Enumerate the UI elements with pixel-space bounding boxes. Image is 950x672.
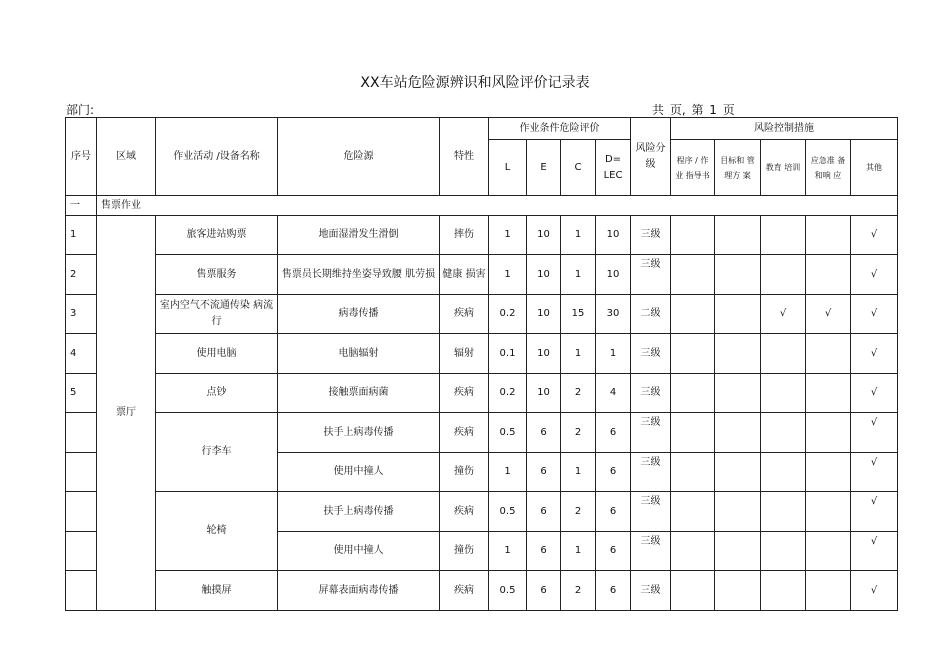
procedure-cell xyxy=(671,295,715,334)
emergency-cell xyxy=(806,255,851,295)
training-cell xyxy=(761,532,806,571)
procedure-cell xyxy=(671,334,715,374)
row-number: 3 xyxy=(66,295,97,334)
header-procedure: 程序 / 作业 指导书 xyxy=(671,140,715,196)
row-number: 2 xyxy=(66,255,97,295)
hazard-cell: 病毒传播 xyxy=(278,295,440,334)
activity-cell: 轮椅 xyxy=(156,492,278,571)
procedure-cell xyxy=(671,374,715,413)
hazard-cell: 扶手上病毒传播 xyxy=(278,413,440,453)
hazard-cell: 售票员长期维持坐姿导致腰 肌劳损 xyxy=(278,255,440,295)
procedure-cell xyxy=(671,571,715,611)
activity-cell: 使用电脑 xyxy=(156,334,278,374)
header-c: C xyxy=(561,140,596,196)
table-row xyxy=(66,255,898,295)
other-cell: √ xyxy=(851,492,898,532)
emergency-cell xyxy=(806,492,851,532)
emergency-cell xyxy=(806,216,851,255)
row-number xyxy=(66,492,97,532)
section-name: 售票作业 xyxy=(97,196,898,216)
d-value: 30 xyxy=(596,295,631,334)
procedure-cell xyxy=(671,532,715,571)
table-row xyxy=(66,374,898,413)
feature-cell: 疾病 xyxy=(440,571,489,611)
training-cell xyxy=(761,216,806,255)
d-value: 6 xyxy=(596,532,631,571)
feature-cell: 疾病 xyxy=(440,374,489,413)
training-cell xyxy=(761,492,806,532)
risk-level-cell: 三级 xyxy=(631,453,671,492)
c-value: 15 xyxy=(561,295,596,334)
target-cell xyxy=(715,334,761,374)
other-cell: √ xyxy=(851,453,898,492)
c-value: 1 xyxy=(561,216,596,255)
emergency-cell xyxy=(806,453,851,492)
emergency-cell xyxy=(806,374,851,413)
procedure-cell xyxy=(671,216,715,255)
emergency-cell xyxy=(806,334,851,374)
emergency-cell xyxy=(806,571,851,611)
header-seq: 序号 xyxy=(66,118,97,196)
page-title: XX车站危险源辨识和风险评价记录表 xyxy=(360,75,590,91)
d-value: 6 xyxy=(596,571,631,611)
c-value: 2 xyxy=(561,492,596,532)
e-value: 6 xyxy=(527,571,561,611)
target-cell xyxy=(715,571,761,611)
l-value: 0.5 xyxy=(489,571,527,611)
d-value: 10 xyxy=(596,216,631,255)
section-number: 一 xyxy=(66,196,97,216)
target-cell xyxy=(715,255,761,295)
other-cell: √ xyxy=(851,571,898,611)
feature-cell: 疾病 xyxy=(440,492,489,532)
row-number: 4 xyxy=(66,334,97,374)
l-value: 1 xyxy=(489,216,527,255)
feature-cell: 疾病 xyxy=(440,295,489,334)
feature-cell: 疾病 xyxy=(440,413,489,453)
header-d: D= LEC xyxy=(596,140,631,196)
activity-cell: 触摸屏 xyxy=(156,571,278,611)
page-counter: 共 页, 第 1 页 xyxy=(652,103,735,117)
activity-cell: 旅客进站购票 xyxy=(156,216,278,255)
header-training: 教育 培训 xyxy=(761,140,806,196)
d-value: 6 xyxy=(596,453,631,492)
l-value: 0.1 xyxy=(489,334,527,374)
table-row xyxy=(66,295,898,334)
activity-cell: 售票服务 xyxy=(156,255,278,295)
other-cell: √ xyxy=(851,255,898,295)
row-number xyxy=(66,571,97,611)
l-value: 0.5 xyxy=(489,492,527,532)
target-cell xyxy=(715,295,761,334)
activity-cell: 点钞 xyxy=(156,374,278,413)
header-activity: 作业活动 /设备名称 xyxy=(156,118,278,196)
c-value: 2 xyxy=(561,413,596,453)
training-cell xyxy=(761,571,806,611)
risk-level-cell: 三级 xyxy=(631,334,671,374)
emergency-cell xyxy=(806,532,851,571)
c-value: 1 xyxy=(561,255,596,295)
table-row xyxy=(66,413,898,453)
header-feature: 特性 xyxy=(440,118,489,196)
feature-cell: 健康 损害 xyxy=(440,255,489,295)
header-control: 风险控制措施 xyxy=(671,118,898,140)
c-value: 1 xyxy=(561,532,596,571)
e-value: 10 xyxy=(527,216,561,255)
row-number xyxy=(66,453,97,492)
other-cell: √ xyxy=(851,334,898,374)
risk-level-cell: 三级 xyxy=(631,255,671,295)
procedure-cell xyxy=(671,413,715,453)
l-value: 1 xyxy=(489,453,527,492)
l-value: 0.2 xyxy=(489,295,527,334)
header-l: L xyxy=(489,140,527,196)
c-value: 2 xyxy=(561,374,596,413)
d-value: 4 xyxy=(596,374,631,413)
e-value: 10 xyxy=(527,295,561,334)
target-cell xyxy=(715,532,761,571)
header-condition-eval: 作业条件危险评价 xyxy=(489,118,631,140)
header-emergency: 应急准 备和响 应 xyxy=(806,140,851,196)
hazard-cell: 电脑辐射 xyxy=(278,334,440,374)
header-area: 区域 xyxy=(97,118,156,196)
procedure-cell xyxy=(671,255,715,295)
l-value: 0.2 xyxy=(489,374,527,413)
header-target: 目标和 管理方 案 xyxy=(715,140,761,196)
header-other: 其他 xyxy=(851,140,898,196)
row-number xyxy=(66,532,97,571)
feature-cell: 辐射 xyxy=(440,334,489,374)
hazard-cell: 屏幕表面病毒传播 xyxy=(278,571,440,611)
hazard-cell: 地面湿滑发生滑倒 xyxy=(278,216,440,255)
hazard-cell: 扶手上病毒传播 xyxy=(278,492,440,532)
training-cell: √ xyxy=(761,295,806,334)
header-risk-level: 风险分级 xyxy=(631,118,671,196)
emergency-cell xyxy=(806,413,851,453)
risk-assessment-table xyxy=(65,117,898,611)
emergency-cell: √ xyxy=(806,295,851,334)
table-row xyxy=(66,571,898,611)
risk-level-cell: 三级 xyxy=(631,413,671,453)
l-value: 1 xyxy=(489,255,527,295)
c-value: 1 xyxy=(561,334,596,374)
training-cell xyxy=(761,255,806,295)
header-hazard: 危险源 xyxy=(278,118,440,196)
e-value: 6 xyxy=(527,453,561,492)
risk-level-cell: 二级 xyxy=(631,295,671,334)
table-row xyxy=(66,492,898,532)
risk-level-cell: 三级 xyxy=(631,571,671,611)
other-cell: √ xyxy=(851,413,898,453)
feature-cell: 撞伤 xyxy=(440,532,489,571)
row-number xyxy=(66,413,97,453)
l-value: 0.5 xyxy=(489,413,527,453)
target-cell xyxy=(715,374,761,413)
other-cell: √ xyxy=(851,374,898,413)
risk-level-cell: 三级 xyxy=(631,216,671,255)
hazard-cell: 接触票面病菌 xyxy=(278,374,440,413)
activity-cell: 室内空气不流通传染 病流行 xyxy=(156,295,278,334)
feature-cell: 撞伤 xyxy=(440,453,489,492)
hazard-cell: 使用中撞人 xyxy=(278,453,440,492)
risk-level-cell: 三级 xyxy=(631,492,671,532)
procedure-cell xyxy=(671,492,715,532)
other-cell: √ xyxy=(851,295,898,334)
l-value: 1 xyxy=(489,532,527,571)
other-cell: √ xyxy=(851,216,898,255)
e-value: 6 xyxy=(527,532,561,571)
e-value: 10 xyxy=(527,255,561,295)
activity-cell: 行李车 xyxy=(156,413,278,492)
feature-cell: 摔伤 xyxy=(440,216,489,255)
procedure-cell xyxy=(671,453,715,492)
d-value: 10 xyxy=(596,255,631,295)
training-cell xyxy=(761,413,806,453)
hazard-cell: 使用中撞人 xyxy=(278,532,440,571)
training-cell xyxy=(761,374,806,413)
d-value: 6 xyxy=(596,413,631,453)
d-value: 6 xyxy=(596,492,631,532)
c-value: 1 xyxy=(561,453,596,492)
risk-level-cell: 三级 xyxy=(631,532,671,571)
target-cell xyxy=(715,413,761,453)
target-cell xyxy=(715,492,761,532)
target-cell xyxy=(715,216,761,255)
c-value: 2 xyxy=(561,571,596,611)
d-value: 1 xyxy=(596,334,631,374)
e-value: 10 xyxy=(527,374,561,413)
e-value: 10 xyxy=(527,334,561,374)
table-row xyxy=(66,216,898,255)
risk-level-cell: 三级 xyxy=(631,374,671,413)
e-value: 6 xyxy=(527,413,561,453)
row-number: 1 xyxy=(66,216,97,255)
department-label: 部门: xyxy=(66,103,95,117)
table-row xyxy=(66,334,898,374)
training-cell xyxy=(761,453,806,492)
e-value: 6 xyxy=(527,492,561,532)
area-cell: 票厅 xyxy=(97,216,156,611)
training-cell xyxy=(761,334,806,374)
other-cell: √ xyxy=(851,532,898,571)
row-number: 5 xyxy=(66,374,97,413)
header-e: E xyxy=(527,140,561,196)
target-cell xyxy=(715,453,761,492)
